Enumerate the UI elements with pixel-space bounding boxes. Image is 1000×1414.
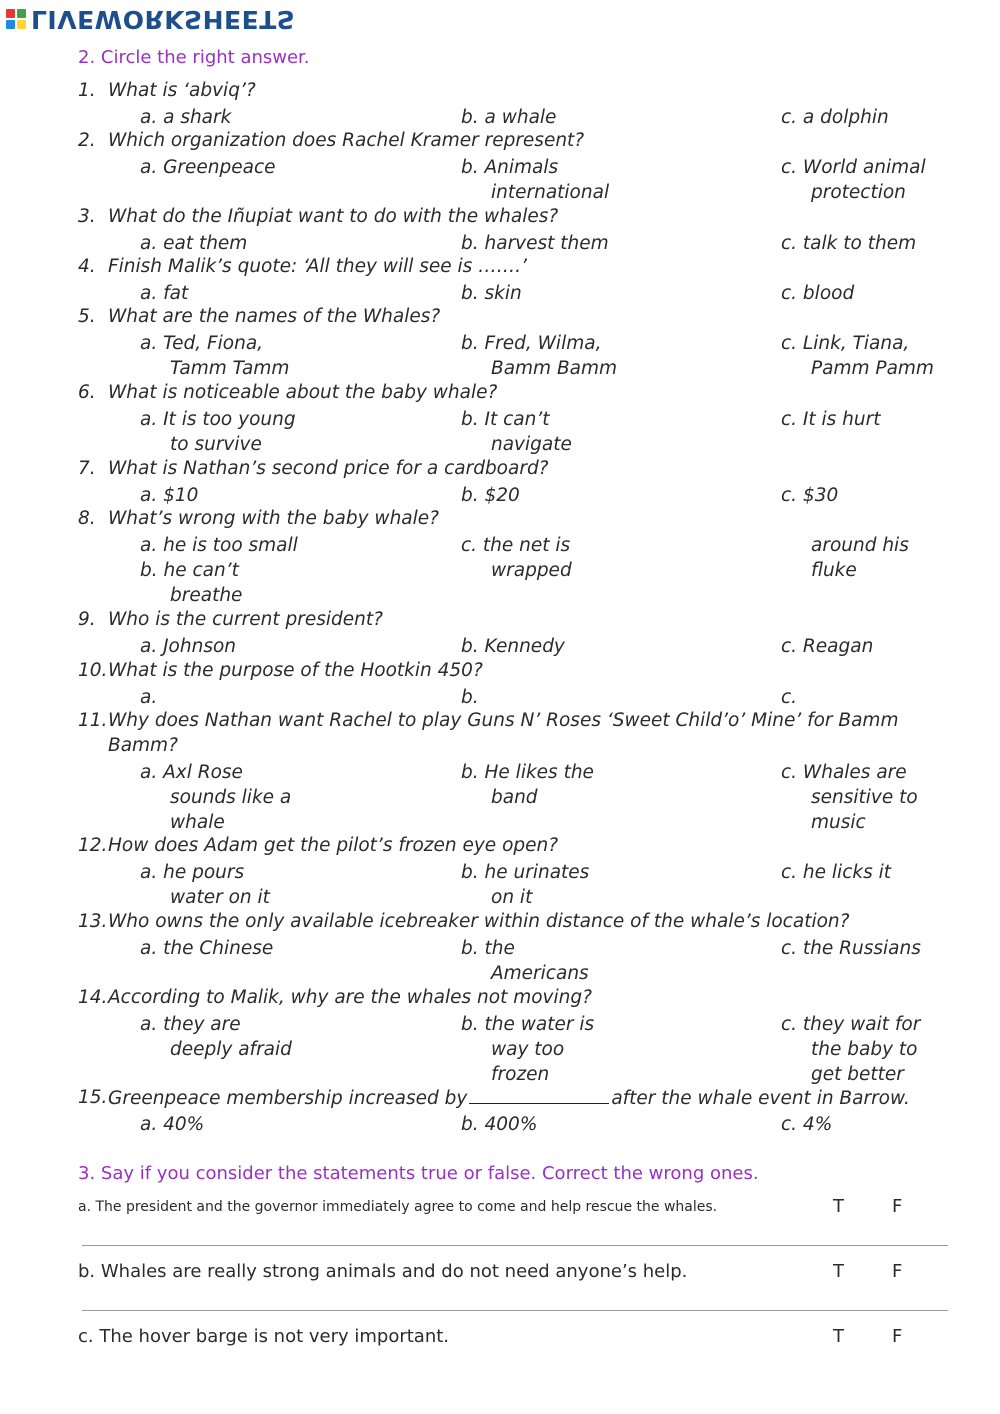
question-15-option-a[interactable]: a. 40% [140,1114,205,1135]
question-8-option-b-line2: wrapped [491,560,572,581]
question-2-number: 2. [78,130,96,151]
question-6-option-a-line2: to survive [170,434,262,455]
section-3-title: 3. Say if you consider the statements true or false. Correct the wrong ones. [78,1163,759,1184]
question-15-text-after: after the whale event in Barrow. [611,1088,910,1109]
question-8-option-a-line2: b. he can’t [140,560,239,581]
question-15-text [108,1087,910,1109]
question-5-number: 5. [78,306,96,327]
question-14-option-b-line2: way too [491,1039,565,1060]
question-1-option-a[interactable]: a. a shark [140,107,232,128]
logo-text: LIVEWORKSHEETS [31,5,296,34]
false-option-b[interactable]: F [892,1261,903,1282]
question-7-option-a[interactable]: a. $10 [140,485,199,506]
statement-b: b. Whales are really strong animals and do not need anyone’s help. [78,1261,688,1282]
question-4-option-a[interactable]: a. fat [140,283,189,304]
question-3-option-b[interactable]: b. harvest them [461,233,609,254]
question-8-option-a[interactable]: a. he is too small [140,535,298,556]
logo-block-icon [6,9,15,18]
question-2-option-b[interactable]: b. Animals [461,157,559,178]
question-14-option-b-line3: frozen [491,1064,550,1085]
question-15-text-before: Greenpeace membership increased by [108,1088,468,1109]
question-15-option-c[interactable]: c. 4% [781,1114,833,1135]
question-3-option-c[interactable]: c. talk to them [781,233,917,254]
question-1-option-c[interactable]: c. a dolphin [781,107,889,128]
question-1-option-b[interactable]: b. a whale [461,107,557,128]
question-11-option-a-line2: sounds like a [170,787,292,808]
question-2-text: Which organization does Rachel Kramer represent? [108,130,585,151]
answer-line-a[interactable] [82,1245,948,1246]
question-6-option-a[interactable]: a. It is too young [140,409,296,430]
question-11-option-b-line2: band [491,787,538,808]
question-14-text: According to Malik, why are the whales not moving? [108,987,592,1008]
question-2-option-b-line2: international [491,182,610,203]
statement-a: a. The president and the governor immediately agree to come and help rescue the whales. [78,1199,718,1215]
question-15-number: 15. [78,1087,108,1108]
question-6-option-b[interactable]: b. It can’t [461,409,550,430]
question-8-text: What’s wrong with the baby whale? [108,508,439,529]
question-13-option-b[interactable]: b. the [461,938,515,959]
question-2-option-c-line2: protection [811,182,906,203]
question-5-option-b[interactable]: b. Fred, Wilma, [461,333,602,354]
question-12-option-a-line2: water on it [170,887,270,908]
question-2-option-a[interactable]: a. Greenpeace [140,157,276,178]
answer-line-b[interactable] [82,1310,948,1311]
question-10-option-c[interactable]: c. [781,687,798,708]
question-15-option-b[interactable]: b. 400% [461,1114,538,1135]
question-8-option-a-line3: breathe [170,585,243,606]
false-option-a[interactable]: F [892,1196,903,1217]
question-10-number: 10. [78,660,108,681]
question-14-number: 14. [78,987,108,1008]
question-6-option-c[interactable]: c. It is hurt [781,409,881,430]
fill-in-blank[interactable] [469,1087,609,1104]
question-4-text: Finish Malik’s quote: ‘All they will see is …….’ [108,256,527,277]
question-11-option-c-line3: music [811,812,866,833]
question-11-option-a-line3: whale [170,812,225,833]
question-3-number: 3. [78,206,96,227]
question-12-text: How does Adam get the pilot’s frozen eye open? [108,835,559,856]
question-9-option-b[interactable]: b. Kennedy [461,636,565,657]
question-14-option-a[interactable]: a. they are [140,1014,241,1035]
question-14-option-b[interactable]: b. the water is [461,1014,595,1035]
logo-block-icon [17,9,26,18]
question-4-option-b[interactable]: b. skin [461,283,522,304]
question-13-number: 13. [78,911,108,932]
question-2-option-c[interactable]: c. World animal [781,157,926,178]
question-11-option-c-line2: sensitive to [811,787,918,808]
question-8-option-c-line2: fluke [811,560,857,581]
question-12-number: 12. [78,835,108,856]
logo-block-icon [6,20,15,29]
question-6-text: What is noticeable about the baby whale? [108,382,498,403]
true-option-c[interactable]: T [833,1326,844,1347]
question-5-option-c-line2: Pamm Pamm [811,358,934,379]
question-7-option-b[interactable]: b. $20 [461,485,520,506]
question-6-option-b-line2: navigate [491,434,572,455]
question-8-option-b[interactable]: c. the net is [461,535,571,556]
question-14-option-a-line2: deeply afraid [170,1039,292,1060]
question-11-option-b[interactable]: b. He likes the [461,762,594,783]
question-8-option-c[interactable]: around his [811,535,909,556]
question-11-option-c[interactable]: c. Whales are [781,762,907,783]
section-2-title: 2. Circle the right answer. [78,47,310,68]
question-12-option-b[interactable]: b. he urinates [461,862,590,883]
question-11-number: 11. [78,710,108,731]
question-12-option-a[interactable]: a. he pours [140,862,245,883]
question-11-text: Why does Nathan want Rachel to play Guns N’ Roses ‘Sweet Child’o’ Mine’ for Bamm [108,710,899,731]
question-13-option-c[interactable]: c. the Russians [781,938,921,959]
question-9-text: Who is the current president? [108,609,383,630]
question-9-number: 9. [78,609,96,630]
question-1-number: 1. [78,80,96,101]
question-14-option-c-line3: get better [811,1064,904,1085]
false-option-c[interactable]: F [892,1326,903,1347]
question-3-option-a[interactable]: a. eat them [140,233,248,254]
question-14-option-c[interactable]: c. they wait for [781,1014,921,1035]
question-4-number: 4. [78,256,96,277]
liveworksheets-logo [6,4,295,34]
question-13-option-a[interactable]: a. the Chinese [140,938,274,959]
question-6-number: 6. [78,382,96,403]
question-10-text: What is the purpose of the Hootkin 450? [108,660,483,681]
question-9-option-c[interactable]: c. Reagan [781,636,874,657]
question-7-option-c[interactable]: c. $30 [781,485,839,506]
question-11-text-cont: Bamm? [108,735,178,756]
question-11-option-a[interactable]: a. Axl Rose [140,762,243,783]
question-5-option-a[interactable]: a. Ted, Fiona, [140,333,264,354]
logo-blocks-icon [6,9,26,29]
statement-c: c. The hover barge is not very important. [78,1326,450,1347]
question-5-option-a-line2: Tamm Tamm [170,358,290,379]
question-1-text: What is ‘abviq’? [108,80,256,101]
question-12-option-c[interactable]: c. he licks it [781,862,891,883]
question-10-option-b[interactable]: b. [461,687,479,708]
true-option-a[interactable]: T [833,1196,844,1217]
question-10-option-a[interactable]: a. [140,687,158,708]
question-13-text: Who owns the only available icebreaker within distance of the whale’s location? [108,911,850,932]
question-5-option-c[interactable]: c. Link, Tiana, [781,333,910,354]
true-option-b[interactable]: T [833,1261,844,1282]
question-12-option-b-line2: on it [491,887,533,908]
question-14-option-c-line2: the baby to [811,1039,918,1060]
question-7-text: What is Nathan’s second price for a cardboard? [108,458,549,479]
question-7-number: 7. [78,458,96,479]
question-4-option-c[interactable]: c. blood [781,283,855,304]
question-5-text: What are the names of the Whales? [108,306,441,327]
logo-block-icon [17,20,26,29]
question-5-option-b-line2: Bamm Bamm [491,358,618,379]
question-8-number: 8. [78,508,96,529]
question-13-option-b-line2: Americans [491,963,589,984]
question-3-text: What do the Iñupiat want to do with the whales? [108,206,559,227]
question-9-option-a[interactable]: a. Johnson [140,636,237,657]
